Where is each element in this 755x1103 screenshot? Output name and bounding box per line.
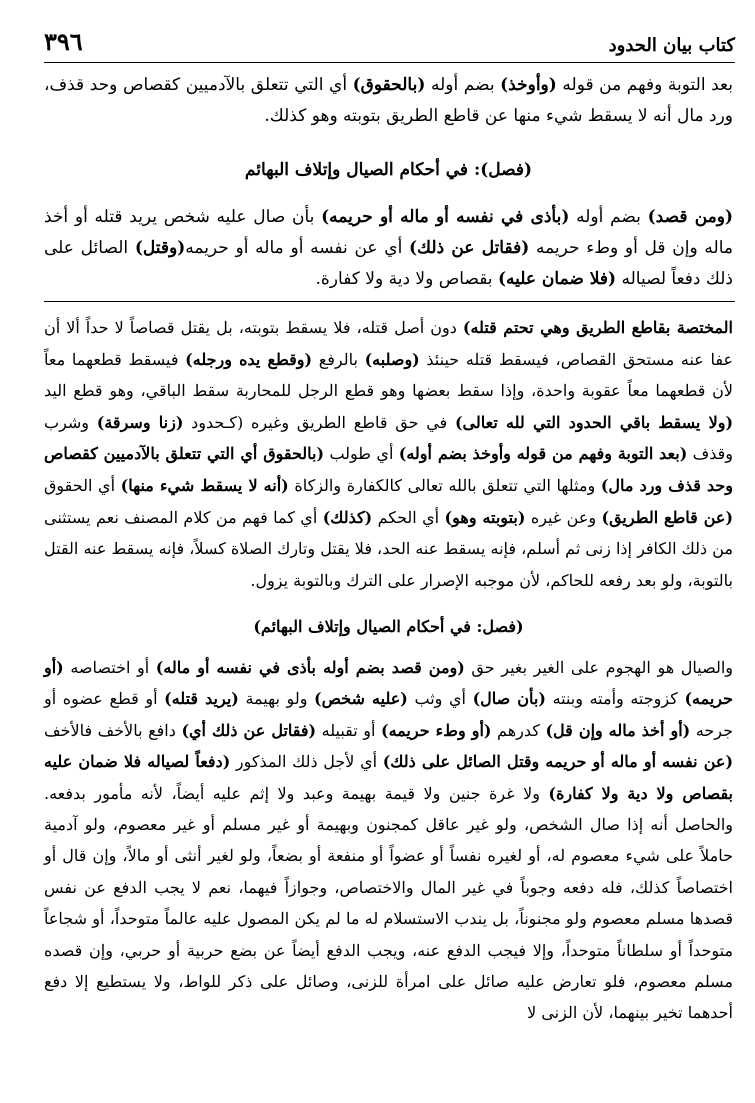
- sharh-bold: (زنا وسرقة): [96, 412, 184, 432]
- sharh-bold: (أو حريمه): [44, 658, 734, 709]
- matn-bold: (فلا ضمان عليه): [497, 269, 617, 289]
- sharh-text: أي الحكم: [372, 507, 445, 527]
- sharh-text: كزوجته وأمته وبنته: [545, 689, 685, 709]
- matn-text: الصائل على ذلك دفعاً لصياله: [44, 238, 733, 289]
- sharh-bold: (دفعاً لصياله فلا ضمان عليه بقصاص ولا دية ولا كفارة): [44, 752, 733, 803]
- sharh-bold: (فقاتل عن ذلك أي): [181, 720, 317, 740]
- sharh-text: دون أصل قتله، فلا يسقط بتوبته، بل يقتل قصاصاً لا حداً ألا أن عفا عنه مستحق القصاص، فيسقط قتله حينئذ: [44, 318, 733, 369]
- matn-bold: (ومن قصد): [647, 207, 733, 227]
- commentary-separator: [44, 301, 735, 302]
- sharh-bold: (عن قاطع الطريق): [601, 507, 734, 527]
- matn-bold: (فقاتل عن ذلك): [409, 238, 530, 258]
- sharh-paragraph-1: [44, 312, 733, 596]
- sharh-text: أي لأجل ذلك المذكور: [230, 752, 383, 772]
- sharh-text: كدرهم: [491, 720, 546, 740]
- matn-bold: (بأذى في نفسه أو ماله أو حريمه): [321, 207, 570, 227]
- sharh-bold: (أو وطء حريمه): [381, 720, 492, 740]
- matn-bold: (وقتل): [134, 238, 186, 258]
- matn-paragraph-1: [44, 70, 733, 132]
- matn-text: بأن صال عليه شخص يريد قتله أو أخذ ماله وإن قل أو وطء حريمه: [44, 207, 733, 258]
- matn-text: أي التي تتعلق بالآدميين كقصاص وحد قذف، ورد مال أنه لا يسقط شيء منها عن قاطع الطريق بتوبته وهو كذلك.: [44, 75, 733, 126]
- sharh-bold: (عن نفسه أو ماله أو حريمه وقتل الصائل على ذلك): [382, 752, 734, 772]
- sharh-bold: (بأن صال): [472, 689, 546, 709]
- sharh-paragraph-2: [44, 652, 733, 1029]
- sharh-text: وشرب وقذف: [44, 412, 734, 464]
- sharh-text: وعن غيره: [525, 507, 602, 527]
- sharh-text: أو تقبيله: [316, 720, 382, 740]
- sharh-bold: (وقطع يده ورجله): [185, 349, 313, 369]
- sharh-text: أي كما فهم من كلام المصنف نعم يستثنى من ذلك الكافر إذا زنى ثم أسلم، فإنه يسقط عنه الحد، فلا يقتل وتارك الصلاة كسلاً، فإنه يسقط عنه القتل بالتوبة، ولو بعد رفعه للحاكم، لأن موجبه الإصرار على الترك وبالتوبة يزول.: [44, 507, 733, 590]
- matn-paragraph-2: [44, 202, 733, 295]
- sharh-section-title: (فصل: في أحكام الصيال وإتلاف البهائم): [253, 617, 524, 636]
- header-rule: [44, 62, 735, 63]
- sharh-text: ولا غرة جنين ولا قيمة بهيمة وعبد ولا إثم عليه أيضاً، لأنه مأمور بدفعه. والحاصل أنه إذا صال الشخص، ولو غير عاقل كمجنون وبهيمة أو غير مسلم أو غير معصوم، ولو آدمية حاملاً على شيء معصوم له، أو لغيره نفساً أو عضواً أو منفعة أو بضعاً، ولو لغير أنثى أو مالاً، وإن قال أو اختصاصاً كذلك، فله دفعه وجوباً في غير المال والاختصاص، وجوازاً فيهما، نعم لا يجب الدفع عن نفس قصدها مسلم معصوم ولو مجنوناً، بل يندب الاستسلام له ما لم يكن المصول عليه عالماً متوحداً، أو شجاعاً متوحداً أو سلطاناً متوحداً، وإلا فيجب الدفع عنه، ويجب الدفع أيضاً عن بضع حربية أو حربي، وإن قصده مسلم معصوم، فلو تعارض عليه صائل على امرأة للزنى، وصائل على ذكر للواط، ولا يستطيع إلا دفع أحدهما تخير بينهما، لأن الزنى لا: [44, 783, 734, 1023]
- sharh-text: فيسقط قطعهما معاً لأن قطعهما معاً عقوبة واحدة، وإذا سقط بعضها وهو قطع الرجل للمحاربة سقط الباقي، وهو قطع اليد: [44, 349, 733, 401]
- sharh-bold: (بعد التوبة وفهم من قوله وأوخذ بضم أوله): [398, 444, 688, 464]
- matn-text: بضم أوله: [569, 207, 648, 227]
- sharh-bold: (ومن قصد بضم أوله بأذى في نفسه أو ماله): [155, 658, 465, 677]
- sharh-text: أي طولب: [324, 444, 399, 464]
- sharh-bold: (عليه شخص): [314, 689, 408, 709]
- sharh-text: ومثلها التي تتعلق بالله تعالى كالكفارة والزكاة: [288, 475, 601, 495]
- sharh-text: أو اختصاصه: [63, 658, 156, 677]
- matn-bold: (وأوخذ): [500, 75, 557, 95]
- sharh-text: والصيال هو الهجوم على الغير بغير حق: [464, 658, 733, 677]
- sharh-bold: (كذلك): [322, 507, 373, 527]
- sharh-bold: المختصة بقاطع الطريق وهي تحتم قتله): [462, 318, 734, 337]
- matn-text: بعد التوبة وفهم من قوله: [556, 75, 733, 95]
- sharh-text: دافع بالأخف فالأخف: [44, 720, 182, 740]
- sharh-text: ولو بهيمة: [238, 689, 315, 709]
- matn-text: بضم أوله: [425, 75, 501, 95]
- sharh-bold: (بتوبته وهو): [444, 507, 526, 527]
- sharh-bold: (وصلبه): [364, 349, 420, 369]
- sharh-text: بالرفع: [312, 349, 365, 369]
- running-title: كتاب بيان الحدود: [608, 35, 735, 56]
- matn-section-title: (فصل): في أحكام الصيال وإتلاف البهائم: [244, 160, 533, 180]
- sharh-text: في حق قاطع الطريق وغيره (كـحدود: [183, 412, 455, 432]
- sharh-bold: (بالحقوق أي التي تتعلق بالآدميين كقصاص وحد قذف ورد مال): [44, 444, 734, 495]
- matn-text: بقصاص ولا دية ولا كفارة.: [315, 269, 498, 289]
- sharh-bold: (أو أخذ ماله وإن قل): [545, 720, 691, 740]
- sharh-text: أي وثب: [407, 689, 473, 709]
- sharh-bold: (يريد قتله): [164, 689, 239, 709]
- page-number: ٣٩٦: [44, 27, 83, 56]
- matn-text: أي عن نفسه أو ماله أو حريمه: [185, 238, 410, 258]
- sharh-bold: (ولا يسقط باقي الحدود التي لله تعالى): [454, 412, 734, 432]
- sharh-text: أي الحقوق: [44, 475, 121, 495]
- sharh-text: أو قطع عضوه أو جرحه: [44, 689, 734, 740]
- matn-bold: (بالحقوق): [352, 75, 426, 95]
- sharh-bold: (أنه لا يسقط شيء منها): [120, 475, 289, 495]
- page-header: [44, 20, 735, 56]
